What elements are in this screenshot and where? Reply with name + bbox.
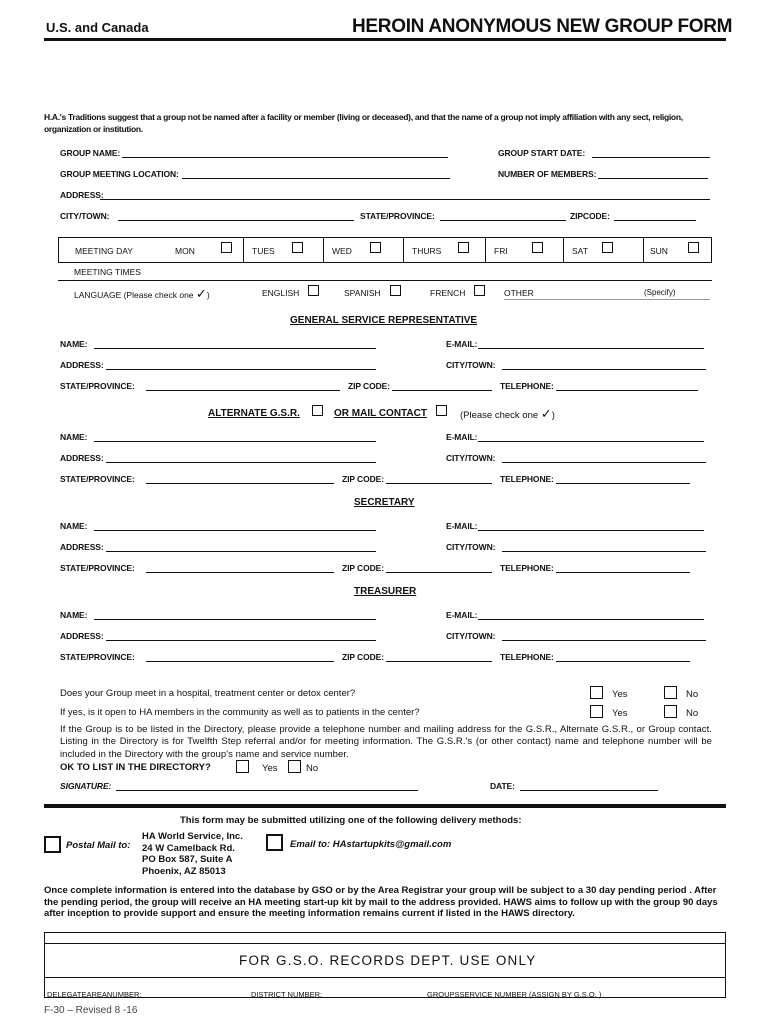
email-label: Email to: HAstartupkits@gmail.com bbox=[290, 839, 452, 850]
question-hospital: Does your Group meet in a hospital, treatment center or detox center? bbox=[60, 688, 356, 699]
gsr-state-field[interactable] bbox=[146, 390, 340, 391]
sec-address-field[interactable] bbox=[106, 551, 376, 552]
alt-address-label: ADDRESS: bbox=[60, 453, 104, 463]
specify-label: (Specify) bbox=[644, 288, 676, 297]
address-line: HA World Service, Inc. bbox=[142, 831, 243, 842]
q2-yes-label: Yes bbox=[612, 708, 628, 719]
secretary-heading: SECRETARY bbox=[354, 497, 415, 508]
tre-address-field[interactable] bbox=[106, 640, 376, 641]
tre-city-field[interactable] bbox=[502, 640, 706, 641]
day-checkbox[interactable] bbox=[602, 242, 613, 253]
tre-city-label: CITY/TOWN: bbox=[446, 631, 496, 641]
language-other-label: OTHER bbox=[504, 288, 534, 298]
group-city-label: CITY/TOWN: bbox=[60, 211, 110, 221]
group-name-label: GROUP NAME: bbox=[60, 148, 121, 158]
q1-yes-label: Yes bbox=[612, 689, 628, 700]
postal-mail-label: Postal Mail to: bbox=[66, 840, 131, 851]
tre-email-field[interactable] bbox=[478, 619, 704, 620]
submission-heading: This form may be submitted utilizing one of the following delivery methods: bbox=[180, 815, 522, 826]
records-title: FOR G.S.O. RECORDS DEPT. USE ONLY bbox=[239, 953, 537, 968]
language-french-checkbox[interactable] bbox=[474, 285, 485, 296]
treasurer-heading: TREASURER bbox=[354, 586, 417, 597]
service-label: GROUPSSERVICE NUMBER (ASSIGN BY G.S.O. ) bbox=[427, 990, 602, 999]
alternate-check-note bbox=[460, 406, 555, 422]
meeting-day-label: MEETING DAY bbox=[75, 246, 133, 256]
alt-phone-label: TELEPHONE: bbox=[500, 474, 554, 484]
alt-email-field[interactable] bbox=[478, 441, 704, 442]
sec-name-label: NAME: bbox=[60, 521, 88, 531]
signature-field[interactable] bbox=[116, 790, 418, 791]
ok-no-checkbox[interactable] bbox=[288, 760, 301, 773]
email-checkbox[interactable] bbox=[266, 834, 283, 851]
day-sun[interactable] bbox=[643, 238, 712, 262]
sec-zip-label: ZIP CODE: bbox=[342, 563, 384, 573]
check-mark-icon: ✓ bbox=[195, 286, 207, 301]
alt-zip-label: ZIP CODE: bbox=[342, 474, 384, 484]
alt-name-field[interactable] bbox=[94, 441, 376, 442]
form-revision: F-30 – Revised 8 -16 bbox=[44, 1005, 138, 1016]
gsr-address-field[interactable] bbox=[106, 369, 376, 370]
day-label: FRI bbox=[494, 246, 508, 256]
alt-phone-field[interactable] bbox=[556, 483, 690, 484]
alt-city-label: CITY/TOWN: bbox=[446, 453, 496, 463]
members-label: NUMBER OF MEMBERS: bbox=[498, 169, 597, 179]
gsr-phone-label: TELEPHONE: bbox=[500, 381, 554, 391]
ok-to-list-label: OK TO LIST IN THE DIRECTORY? bbox=[60, 762, 211, 773]
directory-text: If the Group is to be listed in the Directory, please provide a telephone number and mailing address for the G.S.R., Alternate G.S.R., or Group contact. Listing in the Directory is for Twelfth Step referral and/or for meeting information. The G.S.R.'s (or other contact) name and telephone number will be included in the Directory with the group's name and service number. bbox=[60, 724, 712, 760]
group-start-date-field[interactable] bbox=[592, 157, 710, 158]
question-open: If yes, is it open to HA members in the community as well as to patients in the center? bbox=[60, 707, 420, 718]
ok-yes-label: Yes bbox=[262, 763, 278, 774]
date-field[interactable] bbox=[520, 790, 658, 791]
day-mon[interactable] bbox=[159, 238, 243, 262]
close-paren: ) bbox=[551, 410, 555, 421]
records-top-band bbox=[45, 933, 725, 944]
tre-name-label: NAME: bbox=[60, 610, 88, 620]
address-line: Phoenix, AZ 85013 bbox=[142, 865, 226, 877]
q1-no-checkbox[interactable] bbox=[664, 686, 677, 699]
day-thurs[interactable] bbox=[403, 238, 486, 262]
alt-state-label: STATE/PROVINCE: bbox=[60, 474, 135, 484]
day-label: WED bbox=[332, 246, 352, 256]
header-rule bbox=[44, 38, 726, 41]
day-checkbox[interactable] bbox=[532, 242, 543, 253]
language-english-label: ENGLISH bbox=[262, 288, 300, 298]
gsr-heading: GENERAL SERVICE REPRESENTATIVE bbox=[290, 315, 478, 326]
day-checkbox[interactable] bbox=[370, 242, 381, 253]
sec-email-field[interactable] bbox=[478, 530, 704, 531]
day-fri[interactable] bbox=[485, 238, 564, 262]
ok-no-label: No bbox=[306, 763, 319, 774]
address-line: 24 W Camelback Rd. bbox=[142, 842, 235, 854]
tre-state-label: STATE/PROVINCE: bbox=[60, 652, 135, 662]
day-label: SUN bbox=[650, 246, 668, 256]
date-label: DATE: bbox=[490, 781, 515, 791]
gsr-state-label: STATE/PROVINCE: bbox=[60, 381, 135, 391]
tre-phone-field[interactable] bbox=[556, 661, 690, 662]
close-paren: ) bbox=[206, 290, 210, 300]
members-field[interactable] bbox=[598, 178, 708, 179]
group-state-label: STATE/PROVINCE: bbox=[360, 211, 435, 221]
gsr-email-label: E-MAIL: bbox=[446, 339, 478, 349]
section-rule bbox=[44, 804, 726, 808]
alternate-gsr-checkbox[interactable] bbox=[312, 405, 323, 416]
tre-state-field[interactable] bbox=[146, 661, 334, 662]
intro-text: H.A.'s Traditions suggest that a group not be named after a facility or member (living or deceased), and that the name of a group not imply affiliation with any sect, religion, organization or institution. bbox=[44, 112, 683, 134]
gsr-city-label: CITY/TOWN: bbox=[446, 360, 496, 370]
tre-phone-label: TELEPHONE: bbox=[500, 652, 554, 662]
day-checkbox[interactable] bbox=[458, 242, 469, 253]
alt-city-field[interactable] bbox=[502, 462, 706, 463]
records-box bbox=[44, 932, 726, 998]
meeting-times-field[interactable] bbox=[58, 280, 712, 281]
sec-name-field[interactable] bbox=[94, 530, 376, 531]
day-wed[interactable] bbox=[323, 238, 404, 262]
language-english-checkbox[interactable] bbox=[308, 285, 319, 296]
gsr-city-field[interactable] bbox=[502, 369, 706, 370]
sec-state-label: STATE/PROVINCE: bbox=[60, 563, 135, 573]
language-other-field[interactable] bbox=[504, 299, 710, 300]
gsr-name-field[interactable] bbox=[94, 348, 376, 349]
sec-address-label: ADDRESS: bbox=[60, 542, 104, 552]
sec-city-field[interactable] bbox=[502, 551, 706, 552]
form-title: HEROIN ANONYMOUS NEW GROUP FORM bbox=[352, 16, 733, 37]
alt-email-label: E-MAIL: bbox=[446, 432, 478, 442]
records-inner-rule bbox=[45, 977, 725, 978]
gsr-zip-field[interactable] bbox=[392, 390, 492, 391]
ok-yes-checkbox[interactable] bbox=[236, 760, 249, 773]
district-label: DISTRICT NUMBER: bbox=[251, 990, 323, 999]
day-label: TUES bbox=[252, 246, 275, 256]
group-name-field[interactable] bbox=[122, 157, 448, 158]
group-address-field[interactable] bbox=[100, 199, 710, 200]
postal-mail-checkbox[interactable] bbox=[44, 836, 61, 853]
postal-address bbox=[142, 831, 243, 877]
gsr-phone-field[interactable] bbox=[556, 390, 698, 391]
tre-address-label: ADDRESS: bbox=[60, 631, 104, 641]
q2-no-label: No bbox=[686, 708, 699, 719]
signature-label: SIGNATURE: bbox=[60, 781, 112, 791]
tre-name-field[interactable] bbox=[94, 619, 376, 620]
gsr-name-label: NAME: bbox=[60, 339, 88, 349]
sec-phone-label: TELEPHONE: bbox=[500, 563, 554, 573]
day-label: THURS bbox=[412, 246, 442, 256]
sec-email-label: E-MAIL: bbox=[446, 521, 478, 531]
language-row bbox=[74, 286, 210, 302]
group-zip-field[interactable] bbox=[614, 220, 696, 221]
sec-state-field[interactable] bbox=[146, 572, 334, 573]
group-zip-label: ZIPCODE: bbox=[570, 211, 610, 221]
q1-no-label: No bbox=[686, 689, 699, 700]
day-tues[interactable] bbox=[243, 238, 324, 262]
day-sat[interactable] bbox=[563, 238, 644, 262]
gsr-zip-label: ZIP CODE: bbox=[348, 381, 390, 391]
check-note-text: (Please check one bbox=[460, 410, 539, 421]
tre-zip-field[interactable] bbox=[386, 661, 492, 662]
group-address-label: ADDRESS: bbox=[60, 190, 104, 200]
q1-yes-checkbox[interactable] bbox=[590, 686, 603, 699]
alt-name-label: NAME: bbox=[60, 432, 88, 442]
day-checkbox[interactable] bbox=[292, 242, 303, 253]
day-label: MON bbox=[175, 246, 195, 256]
alt-address-field[interactable] bbox=[106, 462, 376, 463]
group-start-date-label: GROUP START DATE: bbox=[498, 148, 586, 158]
group-state-field[interactable] bbox=[440, 220, 566, 221]
alt-state-field[interactable] bbox=[146, 483, 334, 484]
check-mark-icon: ✓ bbox=[540, 406, 552, 421]
mail-contact-heading: OR MAIL CONTACT bbox=[334, 408, 427, 419]
sec-phone-field[interactable] bbox=[556, 572, 690, 573]
language-spanish-checkbox[interactable] bbox=[390, 285, 401, 296]
alternate-gsr-heading: ALTERNATE G.S.R. bbox=[208, 408, 300, 419]
alt-zip-field[interactable] bbox=[386, 483, 492, 484]
region-label: U.S. and Canada bbox=[46, 20, 149, 35]
delegate-field[interactable] bbox=[139, 997, 245, 998]
address-line: PO Box 587, Suite A bbox=[142, 854, 233, 865]
day-checkbox[interactable] bbox=[221, 242, 232, 253]
language-french-label: FRENCH bbox=[430, 288, 466, 298]
pending-text: Once complete information is entered into the database by GSO or by the Area Registrar your group will be subject to a 30 day pending period . After the pending period, the group will receive an HA meeting start-up kit by mail to the address provided. HAWS aims to follow up with the group 90 days after inception to provide support and ensure the meeting information remains current if listed in the HAWS directory. bbox=[44, 885, 718, 919]
meeting-location-label: GROUP MEETING LOCATION: bbox=[60, 169, 179, 179]
q2-no-checkbox[interactable] bbox=[664, 705, 677, 718]
day-label: SAT bbox=[572, 246, 588, 256]
meeting-location-field[interactable] bbox=[182, 178, 450, 179]
service-field[interactable] bbox=[567, 997, 723, 998]
language-spanish-label: SPANISH bbox=[344, 288, 381, 298]
district-field[interactable] bbox=[317, 997, 421, 998]
mail-contact-checkbox[interactable] bbox=[436, 405, 447, 416]
meeting-times-label: MEETING TIMES bbox=[74, 267, 141, 277]
gsr-email-field[interactable] bbox=[478, 348, 704, 349]
group-city-field[interactable] bbox=[118, 220, 354, 221]
sec-zip-field[interactable] bbox=[386, 572, 492, 573]
language-label: LANGUAGE (Please check one bbox=[74, 290, 194, 300]
sec-city-label: CITY/TOWN: bbox=[446, 542, 496, 552]
delegate-label: DELEGATEAREANUMBER: bbox=[47, 990, 142, 999]
q2-yes-checkbox[interactable] bbox=[590, 705, 603, 718]
meeting-day-table bbox=[58, 237, 712, 263]
day-checkbox[interactable] bbox=[688, 242, 699, 253]
tre-email-label: E-MAIL: bbox=[446, 610, 478, 620]
gsr-address-label: ADDRESS: bbox=[60, 360, 104, 370]
tre-zip-label: ZIP CODE: bbox=[342, 652, 384, 662]
